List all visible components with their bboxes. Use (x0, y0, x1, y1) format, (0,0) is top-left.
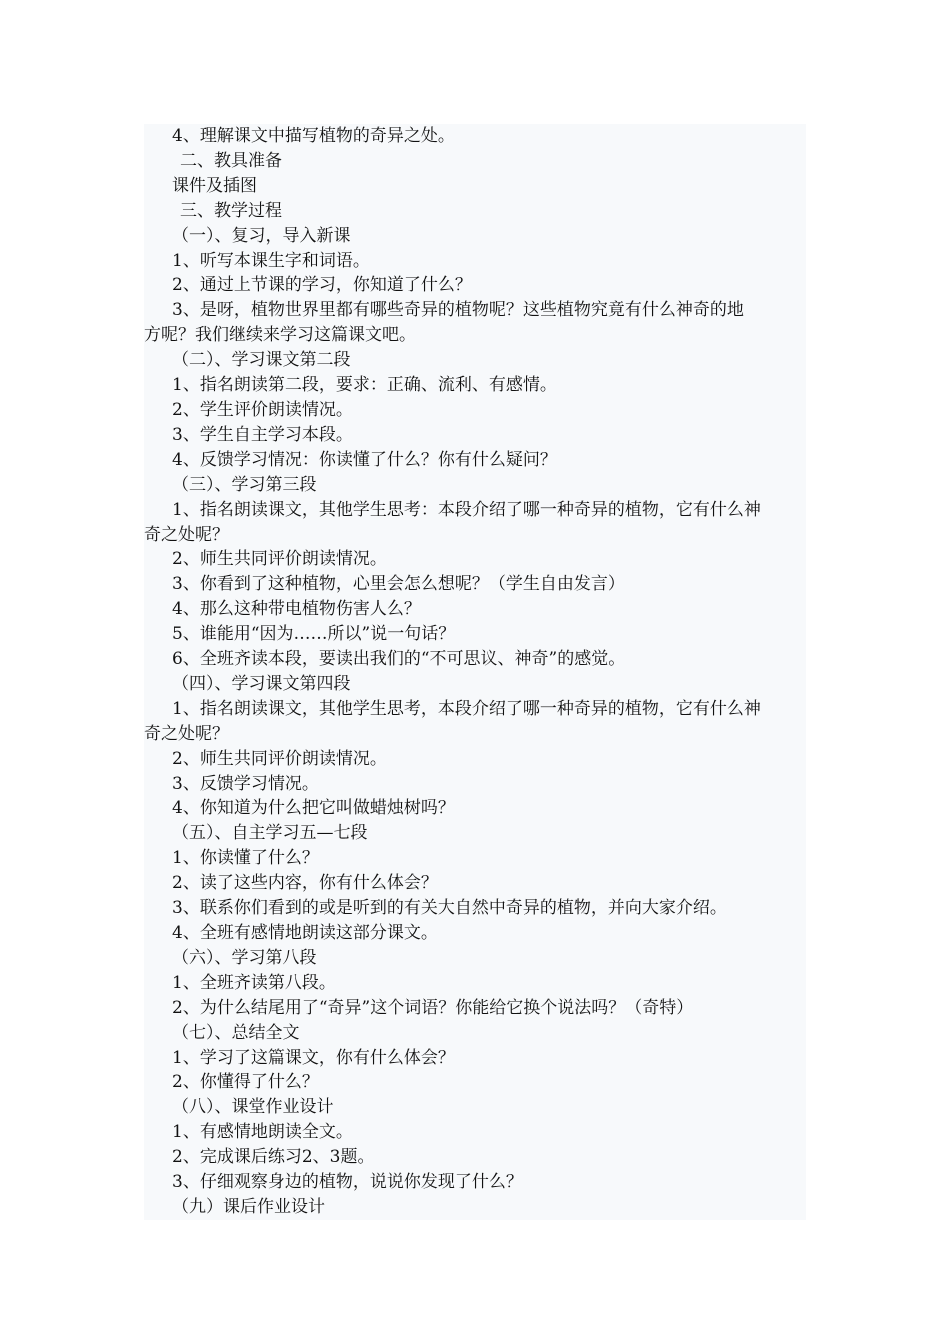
text-line: 3、是呀，植物世界里都有哪些奇异的植物呢？这些植物究竟有什么神奇的地 (172, 300, 744, 321)
text-line: 3、反馈学习情况。 (172, 773, 319, 794)
text-line: 3、你看到了这种植物，心里会怎么想呢？（学生自由发言） (172, 574, 625, 595)
text-line: 4、理解课文中描写植物的奇异之处。 (172, 126, 455, 146)
text-line: 2、读了这些内容，你有什么体会？ (172, 873, 438, 894)
text-line: 2、学生评价朗读情况。 (172, 399, 353, 420)
text-line: 1、有感情地朗读全文。 (172, 1122, 353, 1143)
text-line: （一）、复习，导入新课 (172, 225, 351, 246)
text-line: 三、教学过程 (180, 200, 282, 221)
text-line: （九）课后作业设计 (172, 1196, 325, 1217)
text-line: 1、听写本课生字和词语。 (172, 250, 370, 271)
text-line: 2、师生共同评价朗读情况。 (172, 549, 387, 570)
text-line: （八）、课堂作业设计 (172, 1097, 334, 1118)
text-line: （四）、学习课文第四段 (172, 673, 351, 694)
text-line: 3、仔细观察身边的植物，说说你发现了什么？ (172, 1172, 523, 1193)
text-line: 2、师生共同评价朗读情况。 (172, 748, 387, 769)
text-line: 1、你读懂了什么？ (172, 848, 319, 869)
text-line: 4、全班有感情地朗读这部分课文。 (172, 923, 438, 943)
text-line: 4、你知道为什么把它叫做蜡烛树吗？ (172, 798, 455, 819)
text-line: 方呢？我们继续来学习这篇课文吧。 (144, 325, 416, 346)
text-line: 3、联系你们看到的或是听到的有关大自然中奇异的植物，并向大家介绍。 (172, 898, 727, 919)
text-line: 奇之处呢？ (144, 524, 229, 545)
text-line: 2、完成课后练习2、3题。 (172, 1147, 375, 1168)
text-line: （五）、自主学习五—七段 (172, 823, 368, 844)
text-line: 1、指名朗读第二段，要求：正确、流利、有感情。 (172, 375, 557, 396)
text-line: 2、你懂得了什么？ (172, 1072, 319, 1093)
text-line: 4、反馈学习情况：你读懂了什么？你有什么疑问？ (172, 449, 557, 470)
text-line: 1、指名朗读课文，其他学生思考：本段介绍了哪一种奇异的植物，它有什么神 (172, 499, 761, 520)
text-line: 1、全班齐读第八段。 (172, 972, 336, 993)
text-line: 二、教具准备 (180, 150, 282, 171)
text-line: 1、学习了这篇课文，你有什么体会？ (172, 1047, 455, 1068)
text-line: （三）、学习第三段 (172, 474, 317, 495)
text-line: 4、那么这种带电植物伤害人么？ (172, 599, 421, 620)
text-line: 6、全班齐读本段，要读出我们的“不可思议、神奇”的感觉。 (172, 649, 626, 670)
text-line: 5、谁能用“因为……所以”说一句话？ (172, 624, 456, 645)
text-line: 2、为什么结尾用了“奇异”这个词语？你能给它换个说法吗？（奇特） (172, 997, 694, 1018)
text-line: 1、指名朗读课文，其他学生思考，本段介绍了哪一种奇异的植物，它有什么神 (172, 698, 761, 719)
text-line: 3、学生自主学习本段。 (172, 424, 353, 445)
text-line: 课件及插图 (172, 175, 257, 196)
text-line: （七）、总结全文 (172, 1022, 300, 1043)
text-line: （二）、学习课文第二段 (172, 350, 351, 371)
lesson-plan-text (144, 124, 806, 1220)
text-line: 奇之处呢？ (144, 723, 229, 744)
text-line: （六）、学习第八段 (172, 947, 317, 968)
text-line: 2、通过上节课的学习，你知道了什么？ (172, 275, 472, 296)
